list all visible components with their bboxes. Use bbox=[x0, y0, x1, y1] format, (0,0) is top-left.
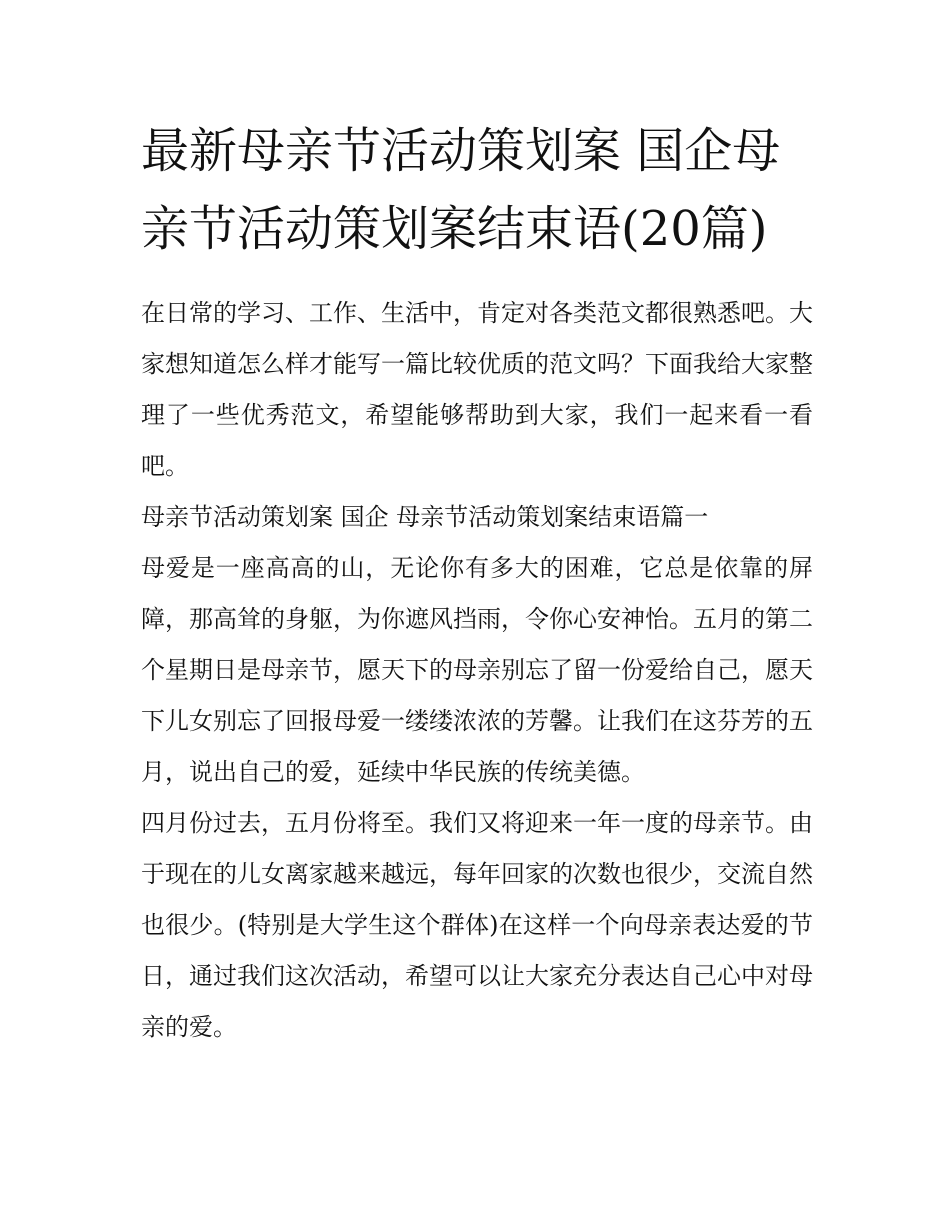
document-title: 最新母亲节活动策划案 国企母亲节活动策划案结束语(20篇) bbox=[141, 123, 781, 257]
intro-paragraph: 在日常的学习、工作、生活中，肯定对各类范文都很熟悉吧。大家想知道怎么样才能写一篇比较优质的范文吗？下面我给大家整理了一些优秀范文，希望能够帮助到大家，我们一起来看一看吧。 bbox=[141, 299, 813, 480]
body-paragraph-1: 母爱是一座高高的山，无论你有多大的困难，它总是依靠的屏障，那高耸的身躯，为你遮风挡雨，令你心安神怡。五月的第二个星期日是母亲节，愿天下的母亲别忘了留一份爱给自己，愿天下儿女别忘了回报母爱一缕缕浓浓的芳馨。让我们在这芬芳的五月，说出自己的爱，延续中华民族的传统美德。 bbox=[141, 554, 813, 786]
document-body bbox=[141, 112, 813, 1053]
body-paragraph-2: 四月份过去，五月份将至。我们又将迎来一年一度的母亲节。由于现在的儿女离家越来越远，每年回家的次数也很少，交流自然也很少。(特别是大学生这个群体)在这样一个向母亲表达爱的节日，通过我们这次活动，希望可以让大家充分表达自己心中对母亲的爱。 bbox=[141, 809, 813, 1041]
section-heading: 母亲节活动策划案 国企 母亲节活动策划案结束语篇一 bbox=[141, 503, 709, 531]
